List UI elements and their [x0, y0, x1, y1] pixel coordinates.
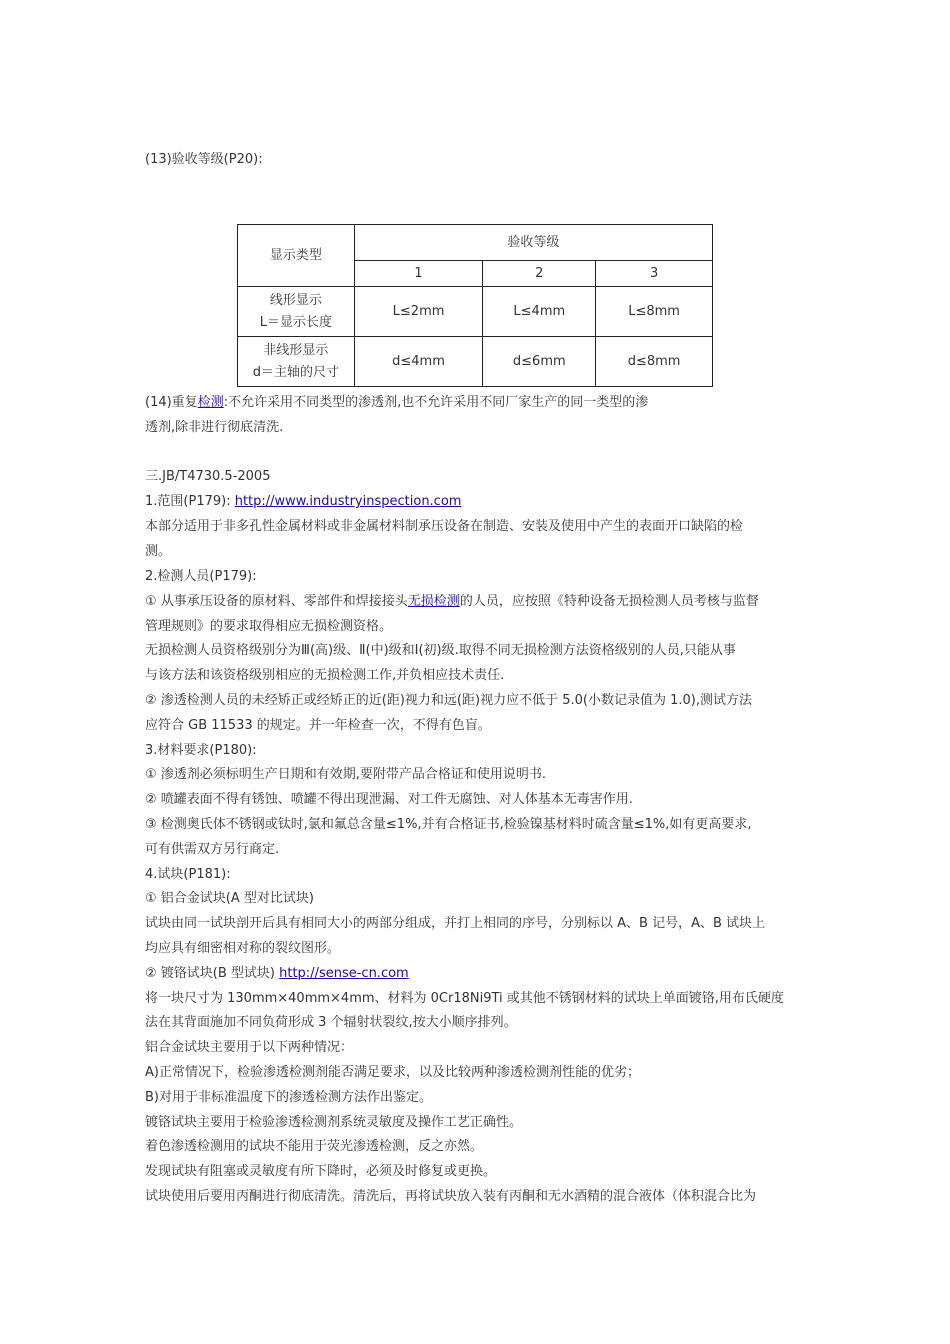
sense-cn-link[interactable]: http://sense-cn.com [279, 966, 409, 981]
row-type-cell [238, 287, 355, 337]
row-type-line1: 线形显示 [269, 292, 322, 308]
header-display-type: 显示类型 [238, 225, 355, 287]
materials-m1: ① 渗透剂必须标明生产日期和有效期,要附带产品合格证和使用说明书. [145, 767, 547, 782]
acceptance-level-table [237, 224, 713, 387]
personnel-p3-l1: ② 渗透检测人员的未经矫正或经矫正的近(距)视力和远(距)视力应不低于 5.0(小数记录值为 1.0),测试方法 [145, 693, 752, 708]
materials-m3-l2: 可有供需双方另行商定. [145, 842, 280, 857]
scope-text-l2: 测。 [145, 544, 172, 559]
scope-heading-line [145, 492, 815, 512]
personnel-p2-l1: 无损检测人员资格级别分为Ⅲ(高)级、Ⅱ(中)级和Ⅰ(初)级.取得不同无损检测方法资格级别的人员,只能从事 [145, 643, 736, 658]
item14-line2: 透剂,除非进行彻底清洗. [145, 420, 284, 435]
blocks-use-b: B)对用于非标准温度下的渗透检测方法作出鉴定。 [145, 1090, 432, 1105]
value-cell: d≤8mm [596, 337, 713, 387]
blocks-b-l1: 将一块尺寸为 130mm×40mm×4mm、材料为 0Cr18Ni9Ti 或其他不锈钢材料的试块上单面镀铬,用布氏硬度 [145, 991, 784, 1006]
blocks-b-title: ② 镀铬试块(B 型试块) [145, 966, 280, 981]
table-row [238, 337, 713, 387]
level-3-header: 3 [596, 261, 713, 287]
row-type-line1: 非线形显示 [263, 342, 329, 358]
materials-m3-l1: ③ 检测奥氏体不锈钢或钛时,氯和氟总含量≤1%,并有合格证书,检验镍基材料时硫含量≤1%,如有更高要求, [145, 817, 752, 832]
level-2-header: 2 [483, 261, 596, 287]
materials-m2: ② 喷罐表面不得有锈蚀、喷罐不得出现泄漏、对工件无腐蚀、对人体基本无毒害作用. [145, 792, 633, 807]
blocks-use-a: A)正常情况下，检验渗透检测剂能否满足要求，以及比较两种渗透检测剂性能的优劣； [145, 1065, 640, 1080]
blocks-color-note: 着色渗透检测用的试块不能用于荧光渗透检测，反之亦然。 [145, 1139, 484, 1154]
industryinspection-link[interactable]: http://www.industryinspection.com [234, 494, 462, 509]
item14-rest: :不允许采用不同类型的渗透剂,也不允许采用不同厂家生产的同一类型的渗 [223, 395, 649, 410]
row-type-line2: L＝显示长度 [259, 314, 332, 330]
level-1-header: 1 [354, 261, 483, 287]
blocks-use-title: 铝合金试块主要用于以下两种情况： [145, 1040, 354, 1055]
scope-text-l1: 本部分适用于非多孔性金属材料或非金属材料制承压设备在制造、安装及使用中产生的表面开口缺陷的检 [145, 519, 744, 534]
personnel-p1-prefix: ① 从事承压设备的原材料、零部件和焊接接头 [145, 594, 408, 609]
personnel-p1-l2: 管理规则》的要求取得相应无损检测资格。 [145, 619, 393, 634]
materials-heading: 3.材料要求(P180): [145, 743, 257, 758]
value-cell: d≤4mm [354, 337, 483, 387]
row-type-line2: d＝主轴的尺寸 [252, 364, 339, 380]
scope-heading: 1.范围(P179): [145, 494, 235, 509]
ndt-link[interactable]: 无损检测 [407, 594, 460, 609]
inspection-link[interactable]: 检测 [197, 395, 224, 410]
blocks-a-l2: 均应具有细密相对称的裂纹图形。 [145, 941, 341, 956]
blocks-clean-note: 试块使用后要用丙酮进行彻底清洗。清洗后，再将试块放入装有丙酮和无水酒精的混合液体（体积混合比为 [145, 1189, 757, 1204]
blocks-a-title: ① 铝合金试块(A 型对比试块) [145, 891, 314, 906]
item14-prefix: (14)重复 [145, 395, 198, 410]
blocks-chrome-use: 镀铬试块主要用于检验渗透检测剂系统灵敏度及操作工艺正确性。 [145, 1115, 523, 1130]
blocks-a-l1: 试块由同一试块剖开后具有相同大小的两部分组成，并打上相同的序号，分别标以 A、B 记号，A、B 试块上 [145, 916, 766, 931]
personnel-p3-l2: 应符合 GB 11533 的规定。并一年检查一次，不得有色盲。 [145, 718, 491, 733]
table-row [238, 287, 713, 337]
value-cell: L≤8mm [596, 287, 713, 337]
blocks-b-title-line [145, 964, 815, 984]
personnel-p1-rest: 的人员，应按照《特种设备无损检测人员考核与监督 [459, 594, 759, 609]
personnel-p2-l2: 与该方法和该资格级别相应的无损检测工作,并负相应技术责任. [145, 668, 505, 683]
value-cell: d≤6mm [483, 337, 596, 387]
item14-line1 [145, 393, 815, 413]
section3-title: 三.JB/T4730.5-2005 [145, 469, 271, 484]
blocks-heading: 4.试块(P181): [145, 867, 231, 882]
row-type-cell [238, 337, 355, 387]
value-cell: L≤2mm [354, 287, 483, 337]
personnel-heading: 2.检测人员(P179): [145, 569, 257, 584]
blocks-b-l2: 法在其背面施加不同负荷形成 3 个辐射状裂纹,按大小顺序排列。 [145, 1015, 517, 1030]
header-acceptance-level: 验收等级 [354, 225, 712, 261]
item13-heading: (13)验收等级(P20): [145, 152, 263, 167]
blocks-block-note: 发现试块有阻塞或灵敏度有所下降时，必须及时修复或更换。 [145, 1164, 497, 1179]
personnel-p1-l1 [145, 592, 815, 612]
value-cell: L≤4mm [483, 287, 596, 337]
